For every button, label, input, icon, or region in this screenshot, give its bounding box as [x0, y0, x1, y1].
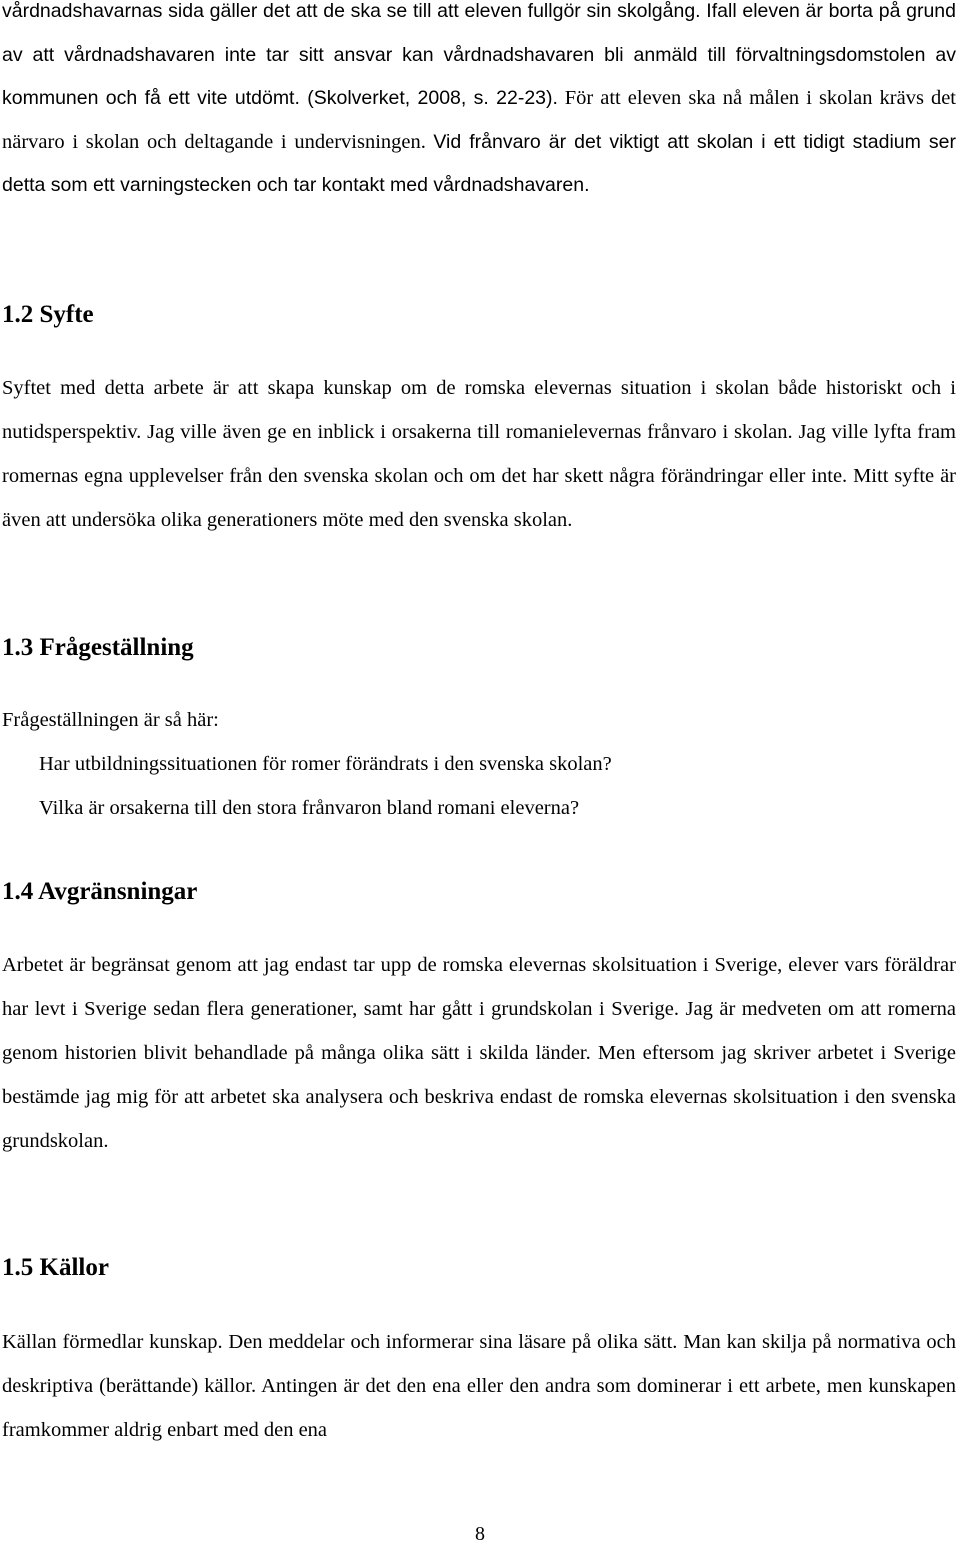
question-list: [2, 742, 956, 830]
question-item: Vilka är orsakerna till den stora frånvaron bland romani eleverna?: [39, 797, 580, 819]
intro-serif-segment: För att eleven ska nå målen i skolan krävs det närvaro i skolan och deltagande i undervisningen.: [2, 87, 957, 153]
page-number: 8: [475, 1523, 485, 1545]
section-body-syfte: Syftet med detta arbete är att skapa kunskap om de romska elevernas situation i skolan både historiskt och i nutidsperspektiv. Jag ville även ge en inblick i orsakerna till romanielevernas frånvaro i skolan. Jag ville lyfta fram romernas egna upplevelser från den svenska skolan och om det har skett några förändringar eller inte. Mitt syfte är även att undersöka olika generationers möte med den svenska skolan.: [2, 377, 956, 531]
question-item: Har utbildningssituationen för romer förändrats i den svenska skolan?: [39, 753, 612, 775]
section-heading-kallor: 1.5 Källor: [2, 1254, 109, 1281]
section-heading-syfte: 1.2 Syfte: [2, 301, 94, 328]
section-body-avgransningar: Arbetet är begränsat genom att jag endast tar upp de romska elevernas skolsituation i Sverige, elever vars föräldrar har levt i Sverige sedan flera generationer, samt har gått i grundskolan i Sverige. Jag är medveten om att romerna genom historien blivit behandlade på många olika sätt i skilda länder. Men eftersom jag skriver arbetet i Sverige bestämde jag mig för att arbetet ska analysera och beskriva endast de romska elevernas skolsituation i den svenska grundskolan.: [2, 954, 956, 1152]
section-heading-fragestallning: 1.3 Frågeställning: [2, 634, 194, 661]
fragestallning-intro: Frågeställningen är så här:: [2, 709, 219, 731]
intro-text: [2, 0, 956, 208]
section-heading-avgransningar: 1.4 Avgränsningar: [2, 878, 198, 905]
section-body-kallor: Källan förmedlar kunskap. Den meddelar och informerar sina läsare på olika sätt. Man kan skilja på normativa och deskriptiva (berättande) källor. Antingen är det den ena eller den andra som dominerar i ett arbete, men kunskapen framkommer aldrig enbart med den ena: [2, 1331, 956, 1441]
intro-sans-segment-2: Vid frånvaro är det viktigt att skolan i ett tidigt stadium ser detta som ett varningstecken och tar kontakt med vårdnadshavaren.: [2, 130, 957, 196]
intro-paragraph: [2, 0, 956, 208]
intro-sans-segment: vårdnadshavarnas sida gäller det att de ska se till att eleven fullgör sin skolgång. Ifall eleven är borta på grund av att vårdnadshavaren inte tar sitt ansvar kan vårdnadshavaren bli anmäld till förvaltningsdomstolen av kommunen och få ett vite utdömt. (Skolverket, 2008, s. 22-23).: [2, 0, 956, 109]
